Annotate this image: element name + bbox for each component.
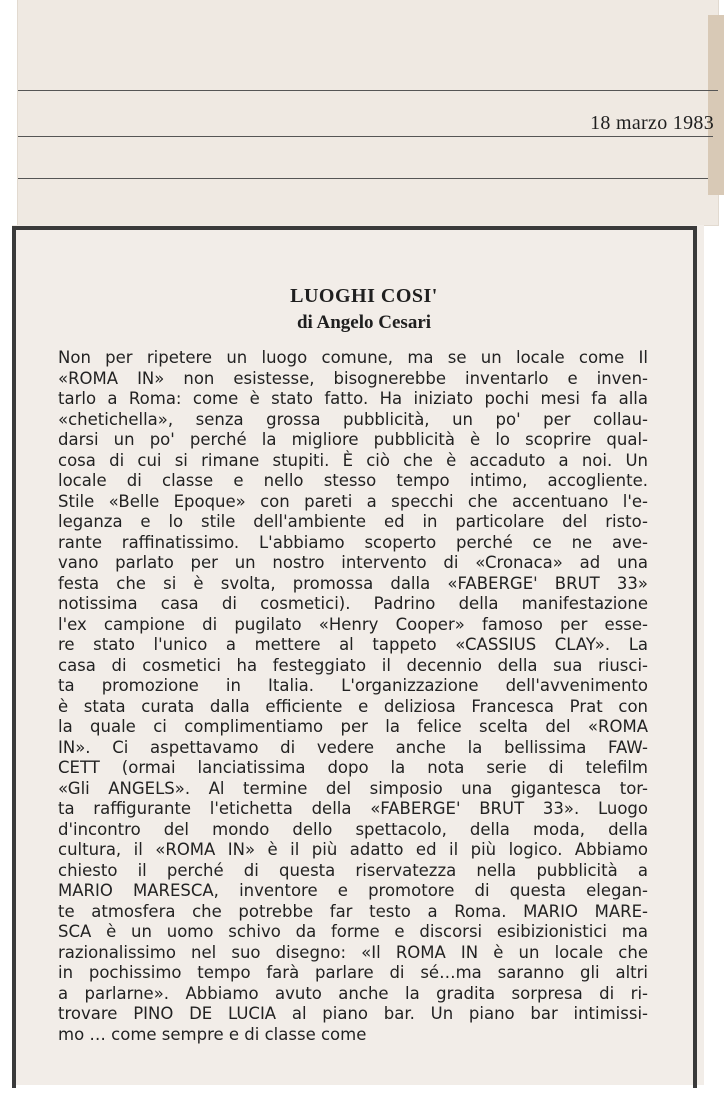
article-line: trovare PINO DE LUCIA al piano bar. Un piano bar intimissi- xyxy=(58,1004,648,1023)
article-line: leganza e lo stile dell'ambiente ed in particolare del risto- xyxy=(58,512,648,531)
article-line: ta promozione in Italia. L'organizzazione dell'avvenimento xyxy=(58,676,648,695)
article-line: IN». Ci aspettavamo di vedere anche la bellissima FAW- xyxy=(58,737,648,757)
article-title: LUOGHI COSI' xyxy=(290,285,438,307)
article-line: d'incontro del mondo dello spettacolo, della moda, della xyxy=(58,819,648,839)
article-line: Non per ripetere un luogo comune, ma se un locale come Il xyxy=(58,348,648,367)
article-line: in pochissimo tempo farà parlare di sé…ma saranno gli altri xyxy=(58,963,648,982)
publication-date: 18 marzo 1983 xyxy=(590,112,714,134)
article-line: Stile «Belle Epoque» con pareti a specchi che accentuano l'e- xyxy=(58,491,648,511)
article-line: rante raffinatissimo. L'abbiamo scoperto perché ce ne ave- xyxy=(58,532,648,552)
article-line: re stato l'unico a mettere al tappeto «CASSIUS CLAY». La xyxy=(58,635,648,654)
article-line: mo … come sempre e di classe come xyxy=(58,1024,367,1044)
paper-edge xyxy=(708,15,724,195)
header-rule-3 xyxy=(18,178,708,179)
article-line: «chetichella», senza grossa pubblicità, un po' per collau- xyxy=(58,409,648,429)
article-line: CETT (ormai lanciatissima dopo la nota serie di telefilm xyxy=(58,758,648,777)
article-line: cultura, il «ROMA IN» è il più adatto ed il più logico. Abbiamo xyxy=(58,840,648,859)
article-line: è stata curata dalla efficiente e deliziosa Francesca Prat con xyxy=(58,696,648,716)
article-line: «Gli ANGELS». Al termine del simposio una gigantesca tor- xyxy=(58,778,648,798)
article-line: chiesto il perché di questa riservatezza nella pubblicità a xyxy=(58,860,648,880)
article-line: festa che si è svolta, promossa dalla «FABERGE' BRUT 33» xyxy=(58,573,648,593)
article-line: notissima casa di cosmetici). Padrino della manifestazione xyxy=(58,594,648,613)
article-line: te atmosfera che potrebbe far testo a Roma. MARIO MARE- xyxy=(58,901,648,921)
article-byline: di Angelo Cesari xyxy=(296,312,432,333)
article-line: tarlo a Roma: come è stato fatto. Ha iniziato pochi mesi fa alla xyxy=(58,389,648,408)
header-rule-1 xyxy=(18,90,718,91)
article-line: SCA è un uomo schivo da forme e discorsi esibizionistici ma xyxy=(58,922,648,941)
article-line: locale di classe e nello stesso tempo intimo, accogliente. xyxy=(58,471,648,490)
article-line: darsi un po' perché la migliore pubblicità è lo scoprire qual- xyxy=(58,430,648,449)
article-line: «ROMA IN» non esistesse, bisognerebbe inventarlo e inven- xyxy=(58,368,648,388)
article-line: vano parlato per un nostro intervento di «Cronaca» ad una xyxy=(58,553,648,572)
article-line: ta raffigurante l'etichetta della «FABERGE' BRUT 33». Luogo xyxy=(58,799,648,818)
article-line: razionalissimo nel suo disegno: «Il ROMA IN è un locale che xyxy=(58,942,648,962)
header-rule-2 xyxy=(18,136,713,137)
article-line: la quale ci complimentiamo per la felice scelta del «ROMA xyxy=(58,717,648,736)
article-line: l'ex campione di pugilato «Henry Cooper» famoso per esse- xyxy=(58,614,648,634)
article-line: a parlarne». Abbiamo avuto anche la gradita sorpresa di ri- xyxy=(58,983,648,1003)
article-line: cosa di cui si rimane stupiti. È ciò che è accaduto a noi. Un xyxy=(58,450,648,470)
article-line: MARIO MARESCA, inventore e promotore di questa elegan- xyxy=(58,881,648,900)
article-body xyxy=(58,348,648,1045)
article-line: casa di cosmetici ha festeggiato il decennio della sua riusci- xyxy=(58,655,648,675)
